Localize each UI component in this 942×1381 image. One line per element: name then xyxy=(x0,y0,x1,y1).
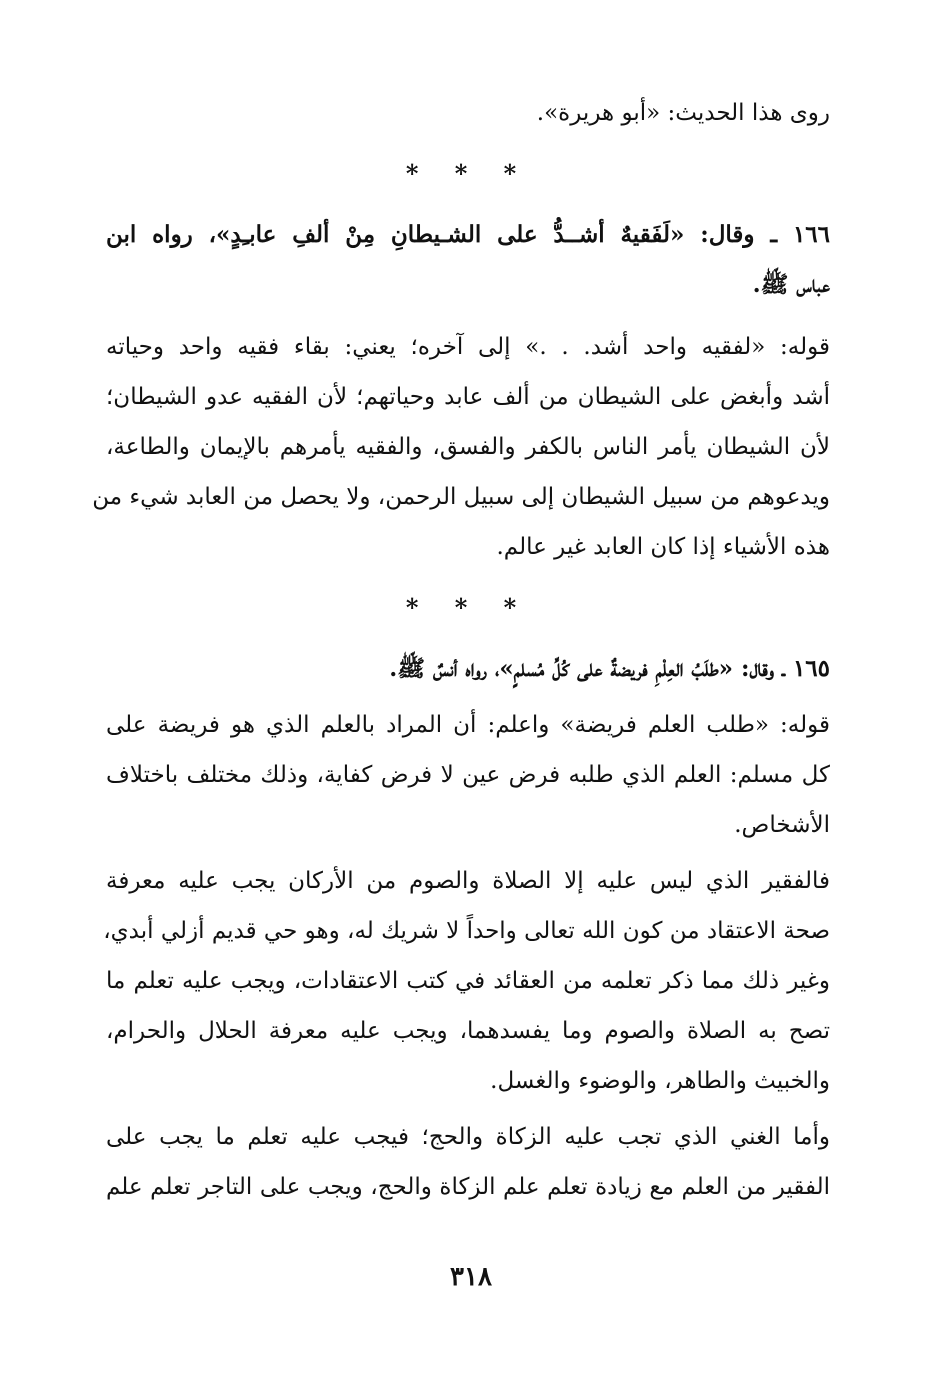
section-separator: * * * xyxy=(405,593,531,622)
hadith-heading: ١٦٥ ـ وقال: «طلَبُ العِلْمِ فريضةٌ على كُلِّ مُسلمٍ»، رواه أنسٌ ﷺ. xyxy=(389,655,830,682)
text-line: الأشخاص. xyxy=(734,812,830,838)
text-line: الفقير من العلم مع زيادة تعلم علم الزكاة والحج، ويجب على التاجر تعلم علم xyxy=(106,1174,830,1200)
text-line: صحة الاعتقاد من كون الله تعالى واحداً لا شريك له، وهو حي قديم أزلي أبدي، xyxy=(103,918,830,944)
text-line: لأن الشيطان يأمر الناس بالكفر والفسق، والفقيه يأمرهم بالإيمان والطاعة، xyxy=(106,434,830,460)
text-line: كل مسلم: العلم الذي طلبه فرض عين لا فرض كفاية، وذلك مختلف باختلاف xyxy=(106,762,830,788)
text-line: هذه الأشياء إذا كان العابد غير عالم. xyxy=(496,534,830,560)
text-line: روى هذا الحديث: «أبو هريرة». xyxy=(536,100,830,126)
text-line: ويدعوهم من سبيل الشيطان إلى سبيل الرحمن، ولا يحصل من العابد شيء من xyxy=(92,484,830,510)
text-line: قوله: «لفقيه واحد أشد. . .» إلى آخره؛ يعني: بقاء فقيه واحد وحياته xyxy=(106,334,830,360)
text-line: أشد وأبغض على الشيطان من ألف عابد وحياتهم؛ لأن الفقيه عدو الشيطان؛ xyxy=(106,384,830,410)
text-line: وأما الغني الذي تجب عليه الزكاة والحج؛ فيجب عليه تعلم ما يجب على xyxy=(106,1124,830,1150)
section-separator: * * * xyxy=(405,159,531,188)
text-line: قوله: «طلب العلم فريضة» واعلم: أن المراد بالعلم الذي هو فريضة على xyxy=(106,712,830,738)
text-line: فالفقير الذي ليس عليه إلا الصلاة والصوم من الأركان يجب عليه معرفة xyxy=(106,868,830,894)
hadith-heading: ١٦٦ ـ وقال: «لَفَقيهٌ أشــدُّ على الشـيطانِ مِنْ ألفِ عابـِدٍ»، رواه ابن xyxy=(106,221,830,248)
text-line: والخبيث والطاهر، والوضوء والغسل. xyxy=(490,1068,830,1094)
page-number: ٣١٨ xyxy=(450,1262,492,1292)
hadith-heading: عباس ﷺ. xyxy=(752,271,830,298)
text-line: وغير ذلك مما ذكر تعلمه من العقائد في كتب الاعتقادات، ويجب عليه تعلم ما xyxy=(106,968,830,994)
text-line: تصح به الصلاة والصوم وما يفسدهما، ويجب عليه معرفة الحلال والحرام، xyxy=(106,1018,830,1044)
